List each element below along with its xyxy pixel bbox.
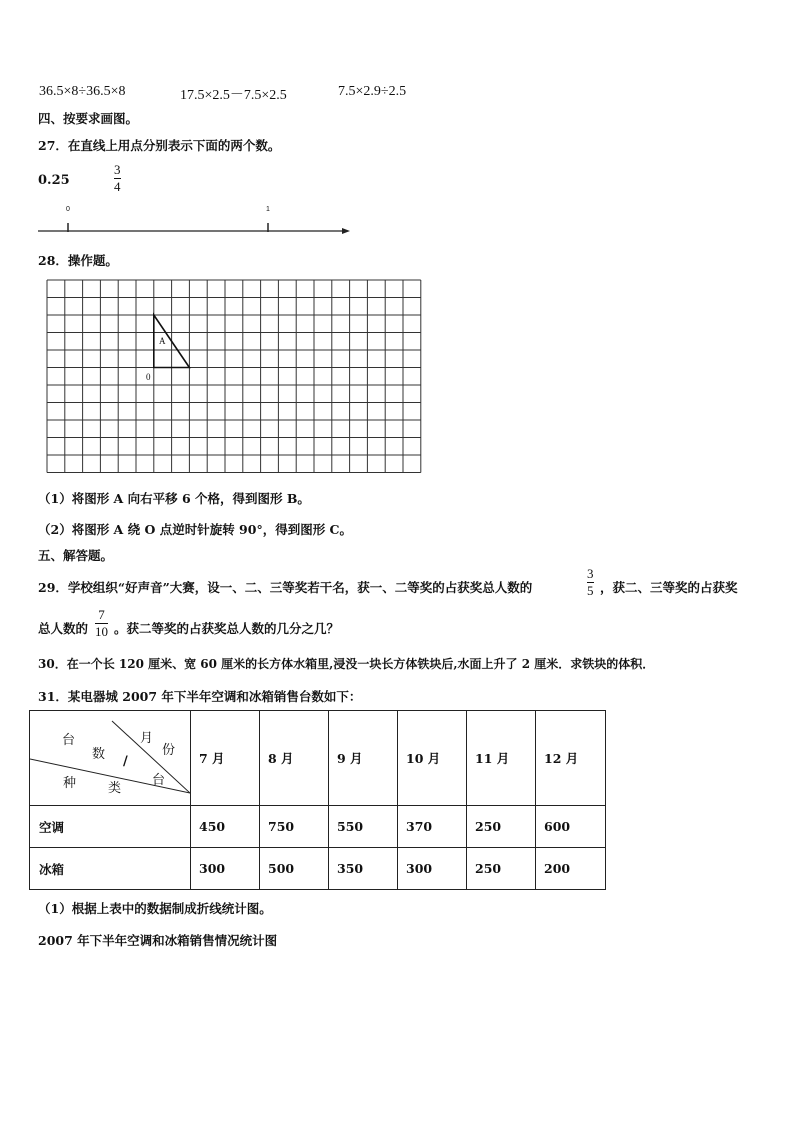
calc-expression-3: 7.5×2.9÷2.5 <box>338 84 407 99</box>
q29-fraction-1-denominator: 5 <box>587 583 594 598</box>
diag-label-shu: 数 <box>92 747 106 762</box>
row-label-fridge: 冰箱 <box>30 848 191 890</box>
q28-text: 28．操作题。 <box>38 253 118 268</box>
diagonal-header-cell <box>30 711 191 806</box>
q27-text: 27．在直线上用点分别表示下面的两个数。 <box>38 138 281 153</box>
table-cell: 350 <box>329 848 398 890</box>
row-label-ac: 空调 <box>30 806 191 848</box>
q27-fraction-numerator: 3 <box>114 162 121 177</box>
diag-label-fen: 份 <box>162 743 176 758</box>
table-cell: 200 <box>536 848 606 890</box>
drawing-grid[interactable] <box>46 279 424 473</box>
q29-fraction-2 <box>95 608 108 639</box>
point-o-label: 0 <box>146 372 151 382</box>
table-cell: 250 <box>467 806 536 848</box>
q28-step-1: （1）将图形 A 向右平移 6 个格，得到图形 B。 <box>38 491 310 506</box>
table-cell: 450 <box>191 806 260 848</box>
table-cell: 550 <box>329 806 398 848</box>
sales-table <box>29 710 606 890</box>
table-cell: 370 <box>398 806 467 848</box>
diag-label-tai-1: 台 <box>62 733 76 748</box>
month-header: 7 月 <box>191 711 260 806</box>
diag-label-yue: 月 <box>140 731 154 746</box>
diag-label-lei: 类 <box>108 781 122 796</box>
calc-expression-1: 36.5×8÷36.5×8 <box>39 84 126 99</box>
table-cell: 600 <box>536 806 606 848</box>
table-cell: 750 <box>260 806 329 848</box>
calc-expression-2: 17.5×2.5－7.5×2.5 <box>180 88 287 103</box>
q27-number-decimal: 0.25 <box>38 173 70 188</box>
tick-label-0: 0 <box>66 206 70 213</box>
table-cell: 300 <box>398 848 467 890</box>
q29-fraction-1 <box>587 567 594 598</box>
chart-title: 2007 年下半年空调和冰箱销售情况统计图 <box>38 933 278 948</box>
q29-fraction-2-denominator: 10 <box>95 624 108 639</box>
q28-step-2: （2）将图形 A 绕 O 点逆时针旋转 90°，得到图形 C。 <box>38 522 352 537</box>
tick-label-1: 1 <box>266 206 270 213</box>
diag-label-slash: / <box>123 754 128 769</box>
q27-fraction-denominator: 4 <box>114 179 121 194</box>
q30-text: 30．在一个长 120 厘米、宽 60 厘米的长方体水箱里,浸没一块长方体铁块后,水面上升了 2 厘米．求铁块的体积． <box>38 657 655 671</box>
diag-label-tai-2: 台 <box>152 773 166 788</box>
month-header: 12 月 <box>536 711 606 806</box>
q29-fraction-1-numerator: 3 <box>587 566 594 581</box>
section-4-title: 四、按要求画图。 <box>38 111 139 126</box>
number-line-arrow-icon <box>342 228 350 234</box>
q29-line2-b: 。获二等奖的占获奖总人数的几分之几？ <box>114 621 340 636</box>
month-header: 9 月 <box>329 711 398 806</box>
table-header-row <box>30 711 606 806</box>
q29-fraction-2-numerator: 7 <box>98 607 105 622</box>
q31-text: 31．某电器城 2007 年下半年空调和冰箱销售台数如下： <box>38 689 362 704</box>
month-header: 10 月 <box>398 711 467 806</box>
table-cell: 500 <box>260 848 329 890</box>
section-5-title: 五、解答题。 <box>38 548 114 563</box>
shape-a-label: A <box>159 336 166 346</box>
q29-line2-a: 总人数的 <box>38 621 89 636</box>
month-header: 11 月 <box>467 711 536 806</box>
number-line[interactable] <box>36 205 354 239</box>
table-row <box>30 806 606 848</box>
q29-line1-b: ，获二、三等奖的占获奖 <box>600 580 738 595</box>
q27-fraction <box>114 163 121 194</box>
table-cell: 250 <box>467 848 536 890</box>
q29-line1-a: 29．学校组织“好声音”大赛，设一、二、三等奖若干名，获一、二等奖的占获奖总人数的 <box>38 580 533 595</box>
q31-sub-1: （1）根据上表中的数据制成折线统计图。 <box>38 901 272 916</box>
table-row <box>30 848 606 890</box>
diag-label-zhong: 种 <box>63 776 77 791</box>
table-cell: 300 <box>191 848 260 890</box>
month-header: 8 月 <box>260 711 329 806</box>
